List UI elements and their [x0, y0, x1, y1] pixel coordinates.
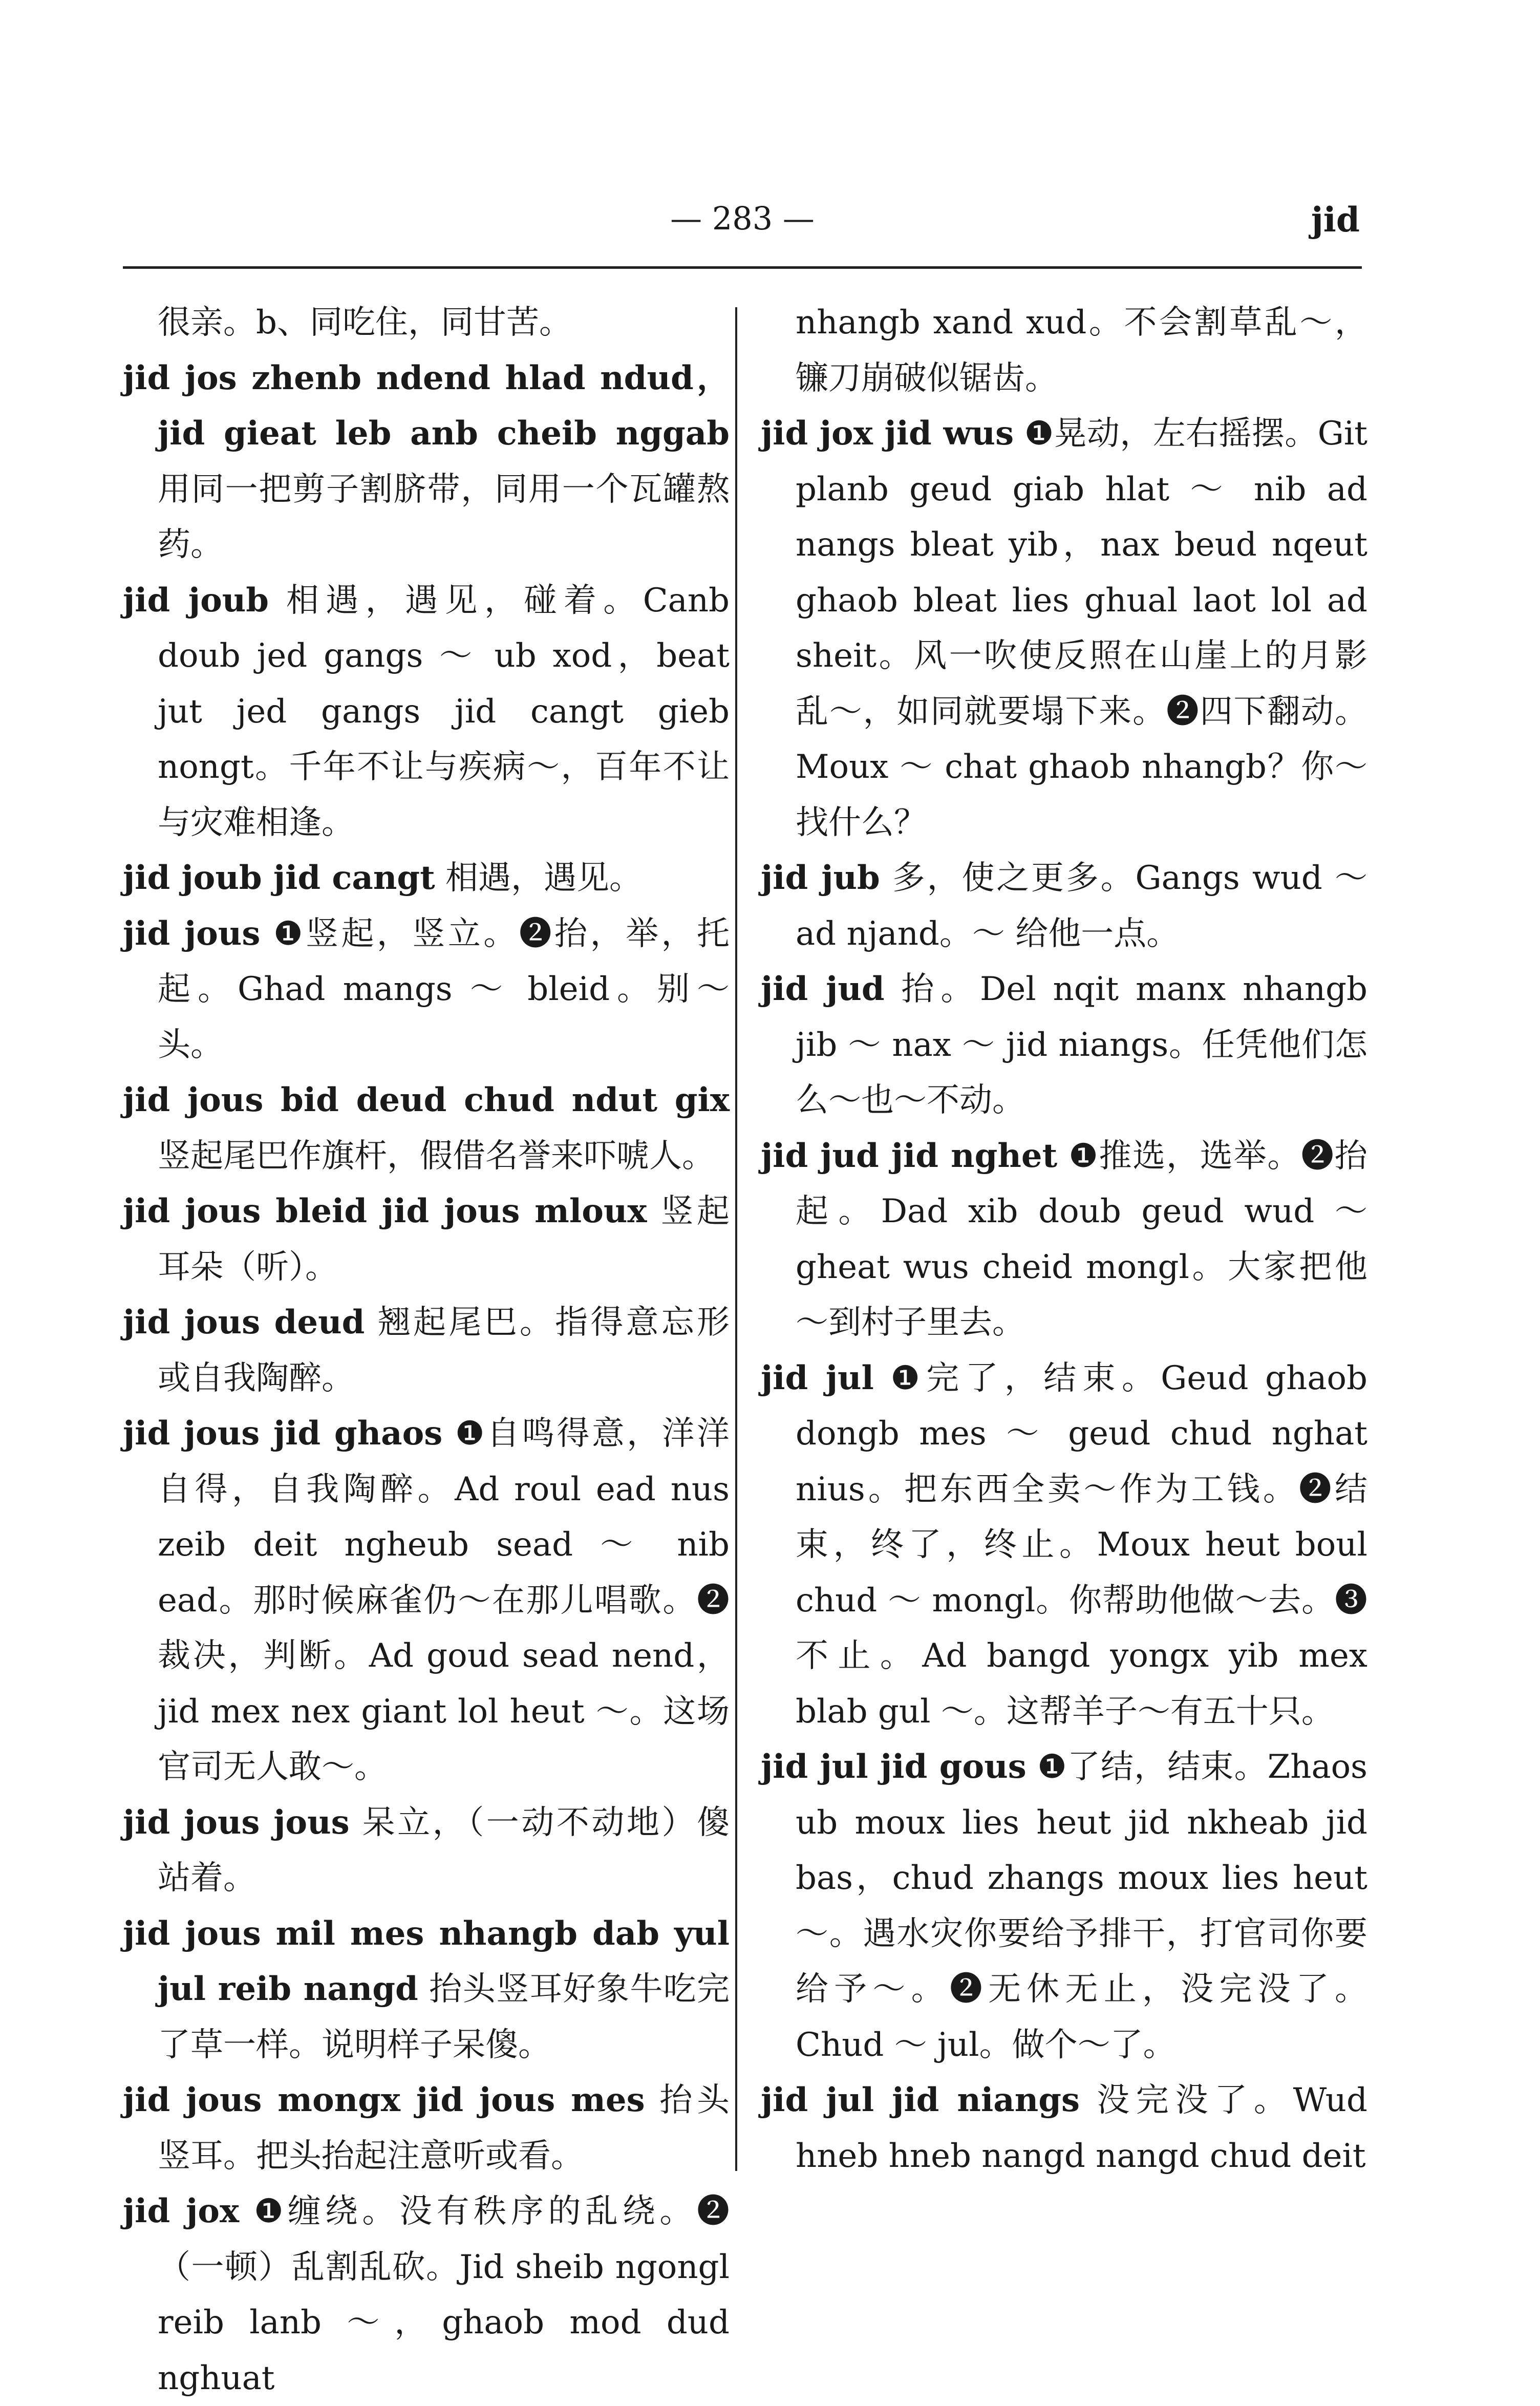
entry-headword: jid jous	[123, 914, 261, 953]
dictionary-entry	[123, 351, 730, 573]
running-head: jid	[1311, 200, 1360, 240]
entry-definition: ❶推选，选举。❷抬起。Dad xib doub geud wud ～ gheat wus cheid mongl。大家把他～到村子里去。	[796, 1137, 1368, 1342]
right-column	[761, 295, 1367, 2184]
dictionary-entry	[123, 1906, 730, 2073]
entry-definition: ❶缠绕。没有秩序的乱绕。❷（一顿）乱割乱砍。Jid sheib ngongl reib lanb ～，ghaob mod dud nghuat	[158, 2192, 730, 2397]
dictionary-entry	[761, 1129, 1367, 1351]
header-rule	[123, 266, 1362, 269]
entry-definition: 抬。Del nqit manx nhangb jib ～ nax ～ jid niangs。任凭他们怎么～也～不动。	[796, 970, 1368, 1119]
entry-headword: jid jos zhenb ndend hlad ndud，jid gieat leb anb cheib nggab	[123, 358, 730, 453]
entry-headword: jid jox jid wus	[761, 414, 1014, 453]
page-number: — 283 —	[670, 200, 815, 237]
dictionary-entry	[761, 295, 1367, 406]
dictionary-entry	[123, 573, 730, 851]
entry-definition: 抬头竖耳。把头抬起注意听或看。	[158, 2081, 730, 2175]
entry-definition: ❶了结，结束。Zhaos ub moux lies heut jid nkheab jid bas，chud zhangs moux lies heut ～。遇水灾你要给予排干，打官司你要给予～。❷无休无止，没完没了。Chud ～ jul。做个～了。	[796, 1748, 1368, 2064]
dictionary-entry	[123, 1406, 730, 1795]
entry-definition: 竖起耳朵（听）。	[158, 1193, 730, 1286]
entry-definition: 抬头竖耳好象牛吃完了草一样。说明样子呆傻。	[158, 1970, 730, 2064]
dictionary-entry	[123, 850, 730, 906]
entry-headword: jid jud	[761, 970, 885, 1008]
dictionary-entry	[761, 962, 1367, 1129]
dictionary-entry	[761, 2073, 1367, 2184]
dictionary-entry	[123, 1795, 730, 1906]
dictionary-entry	[123, 1295, 730, 1406]
dictionary-entry	[123, 2073, 730, 2184]
entry-headword: jid jous deud	[123, 1303, 365, 1342]
entry-headword: jid jub	[761, 859, 880, 897]
entry-headword: jid jous mongx jid jous mes	[123, 2081, 645, 2119]
dictionary-entry	[761, 1351, 1367, 1740]
entry-definition: 翘起尾巴。指得意忘形或自我陶醉。	[158, 1304, 730, 1397]
entry-headword: jid joub jid cangt	[123, 859, 435, 897]
dictionary-entry	[123, 295, 730, 351]
entry-definition: 多，使之更多。Gangs wud ～ ad njand。～ 给他一点。	[796, 859, 1368, 953]
entry-definition: ❶自鸣得意，洋洋自得，自我陶醉。Ad roul ead nus zeib deit ngheub sead ～ nib ead。那时候麻雀仍～在那儿唱歌。❷裁决，判断。Ad goud sead nend，jid mex nex giant lol heut ～。这场官司无人敢～。	[158, 1415, 730, 1786]
entry-headword: jid jul jid niangs	[761, 2081, 1080, 2119]
entry-headword: jid jous bid deud chud ndut gix	[123, 1081, 730, 1119]
dictionary-entry	[761, 850, 1367, 962]
entry-headword: jid joub	[123, 581, 269, 620]
entry-headword: jid jul jid gous	[761, 1748, 1026, 1786]
entry-definition: nhangb xand xud。不会割草乱～，镰刀崩破似锯齿。	[796, 304, 1367, 397]
dictionary-entry	[123, 2184, 730, 2406]
entry-definition: 用同一把剪子割脐带，同用一个瓦罐熬药。	[158, 470, 730, 564]
entry-headword: jid jous jid ghaos	[123, 1414, 443, 1453]
entry-headword: jid jous bleid jid jous mloux	[123, 1192, 647, 1230]
entry-headword: jid jox	[123, 2192, 240, 2230]
page-header	[123, 200, 1362, 261]
column-divider	[735, 307, 737, 2171]
dictionary-entry	[123, 906, 730, 1073]
entry-headword: jid jud jid nghet	[761, 1136, 1058, 1175]
dictionary-entry	[761, 406, 1367, 850]
dictionary-entry	[761, 1739, 1367, 2073]
entry-definition: ❶晃动，左右摇摆。Git planb geud giab hlat ～ nib ad nangs bleat yib，nax beud nqeut ghaob bleat lies ghual laot lol ad sheit。风一吹使反照在山崖上的月影乱～，如同就要塌下来。❷四下翻动。Moux ～ chat ghaob nhangb？你～找什么？	[796, 415, 1368, 842]
entry-definition: ❶完了，结束。Geud ghaob dongb mes ～ geud chud nghat nius。把东西全卖～作为工钱。❷结束，终了，终止。Moux heut boul chud ～ mongl。你帮助他做～去。❸不止。Ad bangd yongx yib mex blab gul ～。这帮羊子～有五十只。	[796, 1359, 1368, 1731]
entry-definition: 竖起尾巴作旗杆，假借名誉来吓唬人。	[158, 1137, 715, 1175]
entry-definition: ❶竖起，竖立。❷抬，举，托起。Ghad mangs ～ bleid。别～头。	[158, 914, 730, 1064]
left-column	[123, 295, 730, 2406]
entry-headword: jid jous jous	[123, 1803, 350, 1842]
entry-definition: 相遇，遇见，碰着。Canb doub jed gangs ～ ub xod，beat jut jed gangs jid cangt gieb nongt。千年不让与疾病～，百年不让与灾难相逢。	[158, 581, 730, 842]
entry-headword: jid jous mil mes nhangb dab yul jul reib nangd	[123, 1914, 730, 2008]
dictionary-entry	[123, 1073, 730, 1184]
entry-definition: 很亲。b、同吃住，同甘苦。	[158, 304, 572, 342]
entry-headword: jid jul	[761, 1358, 874, 1397]
dictionary-entry	[123, 1184, 730, 1295]
entry-definition: 没完没了。Wud hneb hneb nangd nangd chud deit	[796, 2081, 1367, 2175]
entry-definition: 相遇，遇见。	[435, 859, 643, 897]
entry-definition: 呆立，（一动不动地）傻站着。	[158, 1803, 730, 1897]
